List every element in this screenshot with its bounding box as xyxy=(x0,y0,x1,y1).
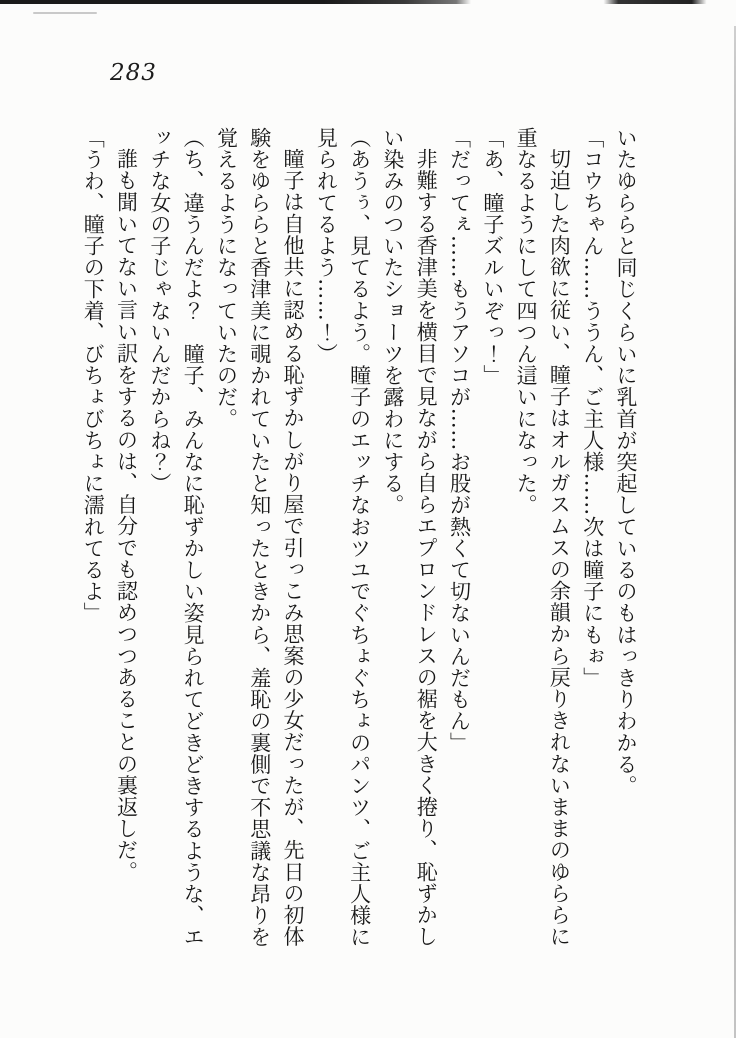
text-column: 「だってぇ……もうアソコが……お股が熱くて切ないんだもん」 xyxy=(447,127,472,754)
text-column: 「うわ、瞳子の下着、びちょびちょに濡れてるよ」 xyxy=(81,127,106,624)
text-column: 非難する香津美を横目で見ながら自らエプロンドレスの裾を大きく捲り、恥ずかし xyxy=(414,148,439,948)
text-column: 覚えるようになっていたのだ。 xyxy=(214,127,239,430)
vertical-text-block xyxy=(76,127,642,951)
text-column: 瞳子は自他共に認める恥ずかしがり屋で引っこみ思案の少女だったが、先日の初体 xyxy=(281,148,306,948)
scan-streak xyxy=(33,12,97,14)
text-column: 見られてるよう……！） xyxy=(314,127,339,365)
text-column: （あうぅ、見てるよう。瞳子のエッチなおツユでぐちょぐちょのパンツ、ご主人様に xyxy=(347,127,372,948)
text-column: いたゆららと同じくらいに乳首が突起しているのもはっきりわかる。 xyxy=(614,127,638,797)
text-column: 切迫した肉欲に従い、瞳子はオルガスムスの余韻から戻りきれないままのゆららに xyxy=(547,148,572,948)
text-column: 「コウちゃん……ううん、ご主人様……次は瞳子にもぉ」 xyxy=(580,127,605,689)
text-column: ッチな女の子じゃないんだからね？） xyxy=(147,127,172,495)
scan-edge-top xyxy=(0,0,736,4)
text-column: い染みのついたショーツを露わにする。 xyxy=(380,127,405,516)
text-column: （ち、違うんだよ？ 瞳子、みんなに恥ずかしい姿見られてどきどきするような、エ xyxy=(181,127,206,948)
page-number: 283 xyxy=(110,60,157,86)
text-column: 重なるようにして四つん這いになった。 xyxy=(514,127,539,516)
text-column: 「あ、瞳子ズルいぞっ！」 xyxy=(480,127,505,387)
text-column: 誰も聞いてない言い訳をするのは、自分でも認めつつあることの裏返しだ。 xyxy=(114,148,139,883)
text-column: 験をゆららと香津美に覗かれていたと知ったときから、羞恥の裏側で不思議な昂りを xyxy=(247,127,272,948)
